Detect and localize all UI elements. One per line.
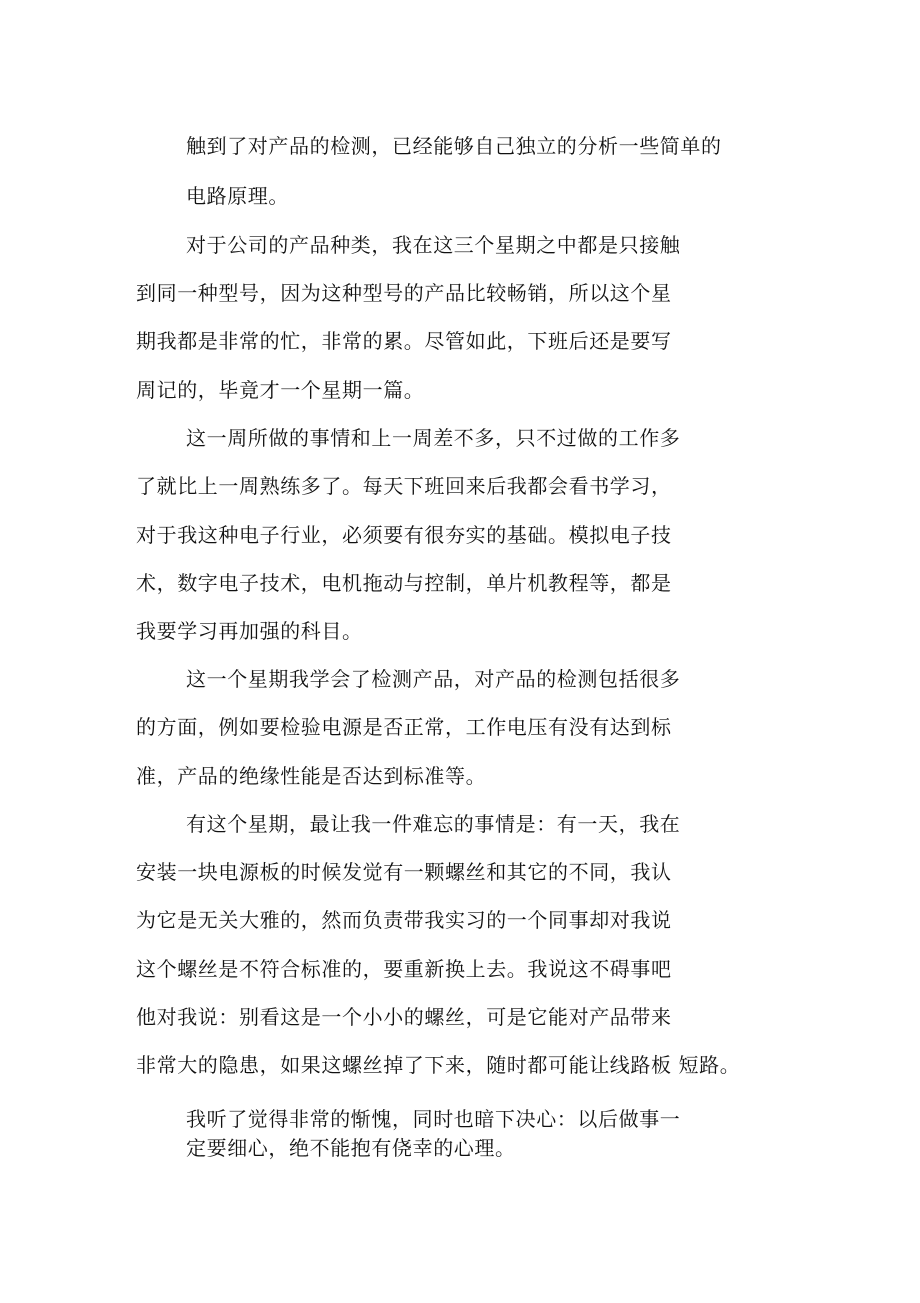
text-line-5: 期我都是非常的忙，非常的累。尽管如此，下班后还是要写	[136, 329, 672, 353]
text-line-3: 对于公司的产品种类，我在这三个星期之中都是只接触	[186, 233, 681, 257]
text-line-10: 术，数字电子技术，电机拖动与控制，单片机教程等，都是	[136, 571, 672, 595]
text-line-20: 非常大的隐患，如果这螺丝掉了下来，随时都可能让线路板 短路。	[136, 1053, 741, 1077]
text-line-16: 安装一块电源板的时候发觉有一颗螺丝和其它的不同，我认	[136, 860, 672, 884]
text-line-14: 准，产品的绝缘性能是否达到标准等。	[136, 764, 487, 788]
text-line-1: 触到了对产品的检测，已经能够自己独立的分析一些简单的	[186, 134, 722, 158]
text-line-9: 对于我这种电子行业，必须要有很夯实的基础。模拟电子技	[136, 523, 672, 547]
text-line-12: 这一个星期我学会了检测产品，对产品的检测包括很多	[186, 667, 681, 691]
text-line-4: 到同一种型号，因为这种型号的产品比较畅销，所以这个星	[136, 281, 672, 305]
text-line-18: 这个螺丝是不符合标准的，要重新换上去。我说这不碍事吧	[136, 957, 672, 981]
text-line-2: 电路原理。	[186, 184, 289, 208]
text-line-22: 定要细心，绝不能抱有侥幸的心理。	[186, 1136, 516, 1160]
text-line-17: 为它是无关大雅的，然而负责带我实习的一个同事却对我说	[136, 908, 672, 932]
text-line-13: 的方面，例如要检验电源是否正常，工作电压有没有达到标	[136, 715, 672, 739]
text-line-8: 了就比上一周熟练多了。每天下班回来后我都会看书学习，	[136, 474, 672, 498]
text-line-15: 有这个星期，最让我一件难忘的事情是：有一天，我在	[186, 812, 681, 836]
text-line-11: 我要学习再加强的科目。	[136, 619, 363, 643]
text-line-21: 我听了觉得非常的惭愧，同时也暗下决心：以后做事一	[186, 1107, 681, 1131]
text-line-19: 他对我说：别看这是一个小小的螺丝，可是它能对产品带来	[136, 1005, 672, 1029]
text-line-6: 周记的，毕竟才一个星期一篇。	[136, 378, 425, 402]
text-line-7: 这一周所做的事情和上一周差不多，只不过做的工作多	[186, 426, 681, 450]
